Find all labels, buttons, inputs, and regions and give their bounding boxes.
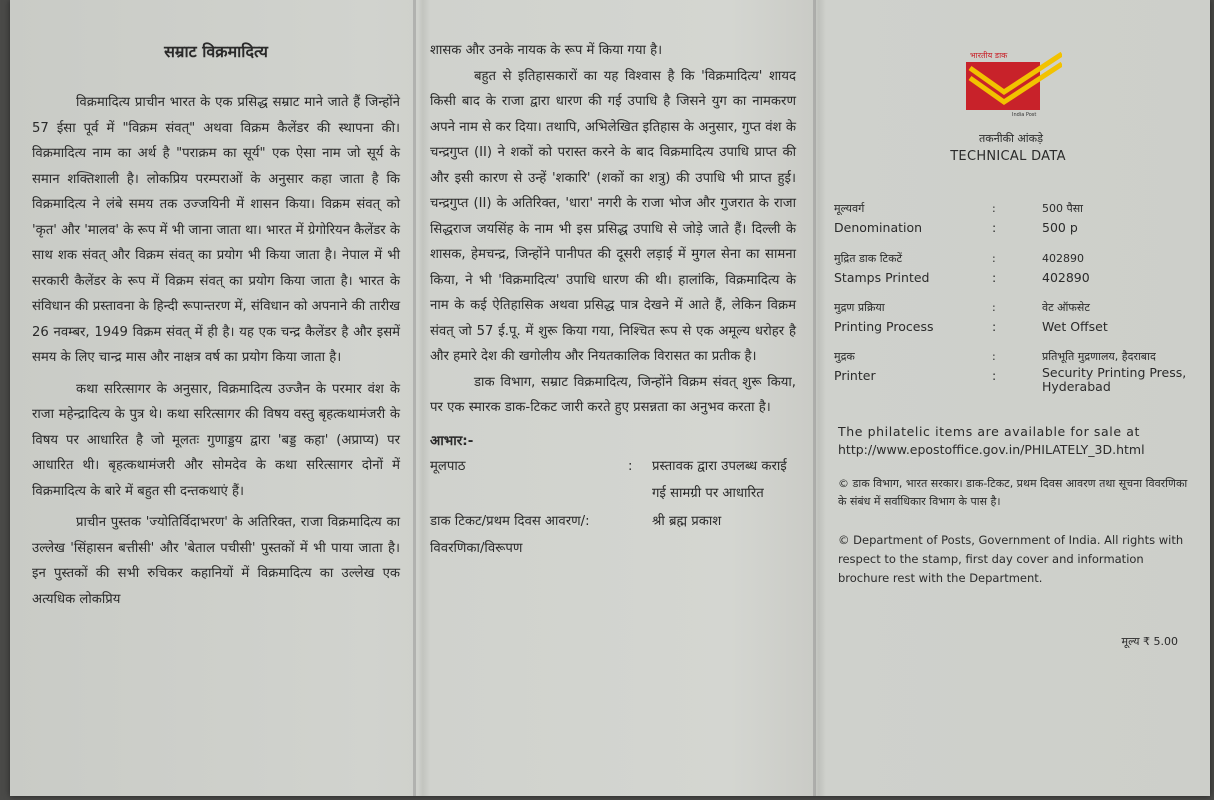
fold-line-right [813, 0, 816, 796]
spec-label-en: Stamps Printed [834, 270, 930, 285]
spec-label-en: Denomination [834, 220, 923, 235]
price-label: मूल्य ₹ 5.00 [1121, 635, 1178, 648]
paragraph-3: प्राचीन पुस्तक 'ज्योतिर्विदाभरण' के अतिरिक्त, राजा विक्रमादित्य का उल्लेख 'सिंहासन बत्तीसी' और 'बेताल पचीसी' पुस्तकों में भी पाया जाता है। इन पुस्तकों की सभी रुचिकर कहानियों में विक्रमादित्य का उल्लेख एक अत्यधिक लोकप्रिय [32, 515, 400, 607]
paragraph-2: कथा सरित्सागर के अनुसार, विक्रमादित्य उज्जैन के परमार वंश के राजा महेन्द्रादित्य के पुत्र थे। कथा सरित्सागर की विषय वस्तु बृहत्कथामंजरी के विषय पर आधारित है जो मूलतः गुणाड्डय द्वारा 'बड्ड कहा' (अप्राप्य) पर आधारित थी। बृहत्कथामंजरी और सोमदेव के कथा सरित्सागर दोनों में विक्रमादित्य के बारे में बहुत सी दन्तकथाएं हैं। [32, 381, 400, 499]
middle-panel [430, 38, 796, 563]
copyright-hindi: © डाक विभाग, भारत सरकार। डाक-टिकट, प्रथम दिवस आवरण तथा सूचना विवरणिका के संबंध में सर्वाधिकार विभाग के पास है। [838, 477, 1188, 508]
spec-value-hi: 402890 [1042, 252, 1084, 265]
spec-label-hi: मुद्रण प्रक्रिया [834, 301, 885, 314]
spec-stamps-printed: मुद्रित डाक टिकटें : 402890 Stamps Printed : 402890 [834, 249, 1194, 287]
brochure-sheet [10, 0, 1210, 796]
left-panel [32, 40, 400, 612]
logo-english-text: India Post [1012, 112, 1037, 118]
spec-value-hi: वेट ऑफसेट [1042, 301, 1090, 314]
spec-printer: मुद्रक : प्रतिभूति मुद्रणालय, हैदराबाद Printer : Security Printing Press, Hyderabad [834, 347, 1194, 394]
philately-link[interactable]: http://www.epostoffice.gov.in/PHILATELY_3D.html [838, 442, 1145, 457]
paragraph-1: विक्रमादित्य प्राचीन भारत के एक प्रसिद्ध सम्राट माने जाते हैं जिन्होंने 57 ईसा पूर्व में "विक्रम संवत्" अथवा विक्रम कैलेंडर की स्थापना की। विक्रमादित्य नाम का अर्थ है "पराक्रम का सूर्य" एक ऐसा नाम जो सूर्य के समान शक्तिशाली है। लोकप्रिय परम्पराओं के अनुसार कहा जाता है कि विक्रमादित्य ने लंबे समय तक उज्जयिनी में शासन किया। विक्रम संवत् को 'कृत' और 'मालव' के रूप में भी जाना जाता था। भारत में ग्रेगोरियन कैलेंडर के साथ शक संवत् और विक्रम संवत् का प्रयोग भी किया जाता है। नेपाल में भी सरकारी कैलेंडर के रूप में विक्रम संवत् का प्रयोग किया जाता है। भारत के संविधान की प्रस्तावना के हिन्दी रूपान्तरण में, संविधान को अपनाने की तारीख 26 नवम्बर, 1949 विक्रम संवत् में ही है। यह एक चन्द्र कैलेंडर है और इसमें समय के लिए चान्द्र मास और नाक्षत्र वर्ष का प्रयोग किया जाता है। [32, 95, 400, 365]
spec-printing-process: मुद्रण प्रक्रिया : वेट ऑफसेट Printing Process : Wet Offset [834, 298, 1194, 336]
paragraph-6: डाक विभाग, सम्राट विक्रमादित्य, जिन्होंने विक्रम संवत् शुरू किया, पर एक स्मारक डाक-टिकट जारी करते हुए प्रसन्नता का अनुभव करता है। [430, 374, 796, 415]
spec-label-hi: मुद्रित डाक टिकटें [834, 252, 903, 265]
spec-value-hi: प्रतिभूति मुद्रणालय, हैदराबाद [1042, 350, 1156, 363]
ack-label: मूलपाठ [430, 458, 466, 474]
logo-hindi-text: भारतीय डाक [970, 51, 1008, 60]
availability-note [838, 423, 1194, 459]
ack-value: प्रस्तावक द्वारा उपलब्ध कराई गई सामग्री पर आधारित [652, 458, 787, 501]
technical-data-hindi: तकनीकी आंकड़े [978, 132, 1044, 145]
acknowledgement-heading: आभार:- [430, 432, 474, 449]
acknowledgement-row [430, 453, 796, 508]
spec-label-en: Printer [834, 368, 876, 383]
spec-value-hi: 500 पैसा [1042, 202, 1084, 215]
fold-line-left [413, 0, 416, 796]
paragraph-5: बहुत से इतिहासकारों का यह विश्वास है कि 'विक्रमादित्य' शायद किसी बाद के राजा द्वारा धारण की गई उपाधि है जिसने युग का नामकरण अपने नाम से कर दिया। तथापि, अभिलेखित इतिहास के अनुसार, गुप्त वंश के चन्द्रगुप्त (II) ने शकों को परास्त करने के बाद विक्रमादित्य उपाधि प्राप्त की और इसी कारण से उन्हें 'शकारि' (शकों का शत्रु) की उपाधि भी प्राप्त हुई। चन्द्रगुप्त (II) के अतिरिक्त, 'धारा' नगरी के राजा भोज और गुजरात के राजा सिद्धराज जयसिंह के नाम भी इस प्रसिद्ध उपाधि से जोड़े जाते हैं। दिल्ली के शासक, हेमचन्द्र, जिन्होंने पानीपत की दूसरी लड़ाई में मुगल सेना का सामना किया, ने भी 'विक्रमादित्य' उपाधि धारण की थी। हालांकि, विक्रमादित्य के नाम के कई ऐतिहासिक अथवा प्रसिद्ध पात्र देखने में आते हैं, लेकिन विक्रम संवत् जो 57 ई.पू. में शुरू किया गया, निश्चित रूप से एक अमूल्य धरोहर है और हमारे देश की खगोलीय और नियतकालिक विरासत का प्रतीक है। [430, 68, 796, 364]
copyright-english: © Department of Posts, Government of India. All rights with respect to the stamp, first day cover and information brochure rest with the Department. [838, 533, 1184, 585]
spec-denomination: मूल्यवर्ग : 500 पैसा Denomination : 500 p [834, 199, 1194, 237]
acknowledgement-row [430, 508, 796, 563]
spec-value-en: Wet Offset [1042, 319, 1108, 334]
spec-value-en: Security Printing Press, Hyderabad [1042, 365, 1187, 394]
ack-colon [628, 508, 652, 563]
spec-label-en: Printing Process [834, 319, 934, 334]
ack-colon: : [628, 458, 633, 474]
ack-label: डाक टिकट/प्रथम दिवस आवरण/: विवरणिका/विरूपण [430, 513, 590, 556]
ack-value: श्री ब्रह्म प्रकाश [652, 513, 722, 529]
technical-data-title: TECHNICAL DATA [950, 149, 1066, 164]
paragraph-4: शासक और उनके नायक के रूप में किया गया है। [430, 43, 663, 58]
spec-value-en: 500 p [1042, 220, 1078, 235]
article-title: सम्राट विक्रमादित्य [164, 42, 268, 61]
spec-label-hi: मूल्यवर्ग [834, 202, 865, 215]
spec-label-hi: मुद्रक [834, 350, 855, 363]
spec-value-en: 402890 [1042, 270, 1090, 285]
india-post-logo [966, 48, 1062, 118]
availability-text: The philatelic items are available for sale at [838, 424, 1141, 439]
